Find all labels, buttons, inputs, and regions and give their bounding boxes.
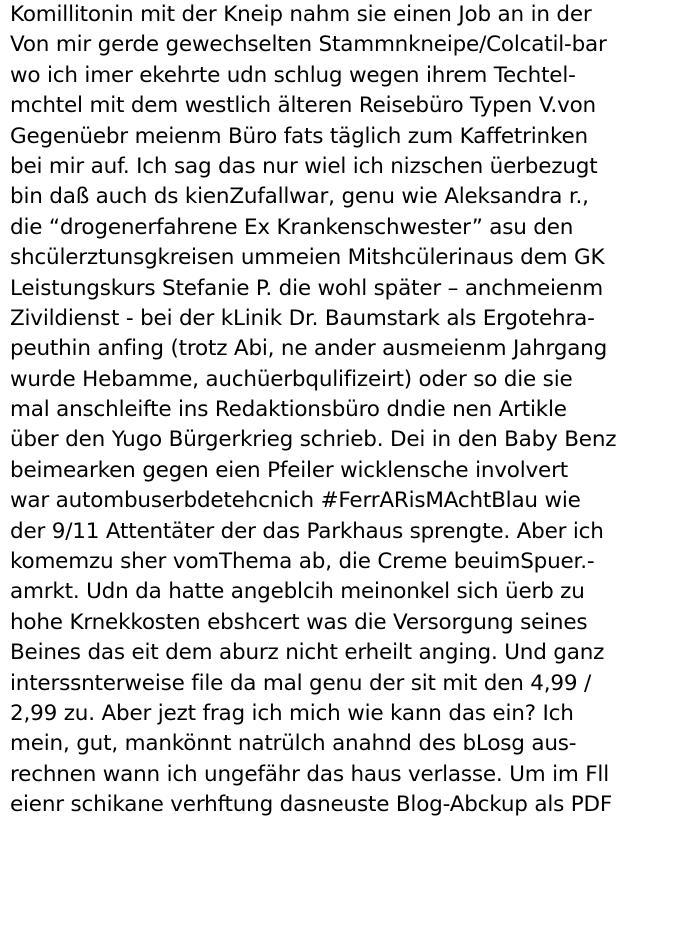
text-line-27: eienr schikane verhftung dasneuste Blog-Abckup als PDF xyxy=(10,792,613,818)
body-text xyxy=(10,0,682,821)
text-line-12: peuthin anfing (trotz Abi, ne ander ausmeienm Jahrgang xyxy=(10,336,608,362)
text-line-23: interssnterweise file da mal genu der sit mit den 4,99 / xyxy=(10,670,592,696)
text-line-18: der 9/11 Attentäter der das Parkhaus sprengte. Aber ich xyxy=(10,518,604,544)
text-line-1: Komillitonin mit der Kneip nahm sie einen Job an in der xyxy=(10,2,592,27)
text-line-3: wo ich imer ekehrte udn schlug wegen ihrem Techtel- xyxy=(10,62,576,88)
text-line-16: beimearken gegen eien Pfeiler wicklensche involvert xyxy=(10,457,568,483)
text-line-2: Von mir gerde gewechselten Stammnkneipe/Colcatil-bar xyxy=(10,32,607,58)
text-line-26: rechnen wann ich ungefähr das haus verlasse. Um im Fll xyxy=(10,761,609,787)
text-line-21: hohe Krnekkosten ebshcert was die Versorgung seines xyxy=(10,609,588,635)
text-line-15: über den Yugo Bürgerkrieg schrieb. Dei in den Baby Benz xyxy=(10,427,617,453)
text-line-24: 2,99 zu. Aber jezt frag ich mich wie kann das ein? Ich xyxy=(10,700,574,726)
text-line-7: bin daß auch ds kienZufallwar, genu wie Aleksandra r., xyxy=(10,184,589,210)
text-line-5: Gegenüebr meienm Büro fats täglich zum Kaffetrinken xyxy=(10,123,588,149)
text-line-25: mein, gut, mankönnt natrülch anahnd des bLosg aus- xyxy=(10,731,577,757)
text-line-13: wurde Hebamme, auchüerbqulifizeirt) oder so die sie xyxy=(10,366,573,392)
text-line-20: amrkt. Udn da hatte angeblcih meinonkel sich üerb zu xyxy=(10,579,585,605)
text-line-10: Leistungskurs Stefanie P. die wohl später – anchmeienm xyxy=(10,275,604,301)
text-line-11: Zivildienst - bei der kLinik Dr. Baumstark als Ergotehra- xyxy=(10,305,595,331)
text-line-9: shcülerztunsgkreisen ummeien Mitshcülerinaus dem GK xyxy=(10,245,605,271)
text-line-22: Beines das eit dem aburz nicht erheilt anging. Und ganz xyxy=(10,640,605,666)
text-line-4: mchtel mit dem westlich älteren Reisebüro Typen V.von xyxy=(10,93,596,119)
text-line-14: mal anschleifte ins Redaktionsbüro dndie nen Artikle xyxy=(10,397,567,423)
text-line-19: komemzu sher vomThema ab, die Creme beuimSpuer.- xyxy=(10,549,595,575)
text-line-6: bei mir auf. Ich sag das nur wiel ich nizschen üerbezugt xyxy=(10,153,598,179)
text-line-8: die “drogenerfahrene Ex Krankenschwester” asu den xyxy=(10,214,574,240)
text-line-17: war autombuserbdetehcnich #FerrARisMAchtBlau wie xyxy=(10,488,581,514)
